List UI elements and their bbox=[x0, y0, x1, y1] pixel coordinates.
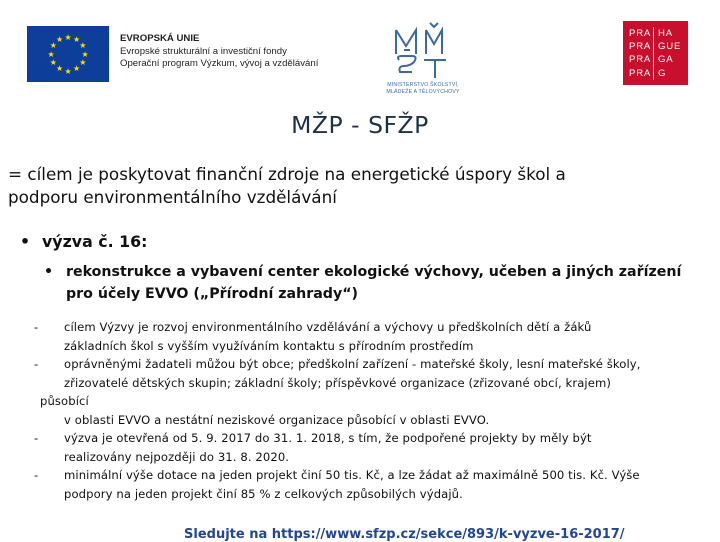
bullet-level1 bbox=[20, 232, 147, 251]
bullet-icon: • bbox=[44, 264, 54, 280]
detail-text: minimální výše dotace na jeden projekt činí 50 tis. Kč, a lze žádat až maximálně 500 tis. Kč. Výše bbox=[64, 468, 640, 482]
detail-text: realizovány nejpozději do 31. 8. 2020. bbox=[64, 449, 290, 464]
msmt-logo-caption bbox=[368, 82, 478, 95]
detail-line bbox=[34, 411, 714, 430]
praha-logo-cell: PRA bbox=[629, 67, 652, 79]
detail-line bbox=[34, 374, 714, 393]
detail-line bbox=[34, 448, 714, 467]
dash-bullet: - bbox=[34, 320, 39, 334]
eu-star-icon: ★ bbox=[81, 49, 89, 59]
detail-line bbox=[34, 337, 714, 356]
eu-star-icon: ★ bbox=[49, 41, 57, 50]
eu-star-icon: ★ bbox=[64, 66, 72, 76]
detail-text: zřizovatelé dětských skupin; základní školy; příspěvkové organizace (zřizované obcí, krajem) bbox=[64, 375, 611, 390]
eu-flag-logo bbox=[27, 26, 109, 82]
praha-logo bbox=[623, 21, 688, 85]
praha-logo-cell: GA bbox=[653, 53, 681, 66]
bullet-level1-text: výzva č. 16: bbox=[42, 232, 148, 251]
praha-logo-cell: PRA bbox=[629, 41, 652, 53]
eu-star-icon: ★ bbox=[73, 64, 81, 74]
praha-logo-cell: GUE bbox=[653, 40, 681, 53]
intro-line1: = cílem je poskytovat finanční zdroje na energetické úspory škol a bbox=[8, 164, 566, 184]
detail-text: podpory na jeden projekt činí 85 % z celkových způsobilých výdajů. bbox=[64, 486, 463, 501]
detail-line bbox=[34, 485, 714, 504]
detail-text: v oblasti EVVO a nestátní neziskové organizace působící v oblasti EVVO. bbox=[64, 412, 490, 427]
bullet-level2 bbox=[44, 261, 714, 305]
intro-text bbox=[8, 163, 720, 209]
detail-text: základních škol s vyšším využíváním kontaktu s přírodním prostředím bbox=[64, 338, 474, 353]
detail-line bbox=[34, 318, 714, 337]
eu-star-icon: ★ bbox=[73, 34, 81, 44]
detail-line bbox=[34, 466, 714, 485]
eu-logo-line2: Evropské strukturální a investiční fondy bbox=[120, 45, 287, 57]
eu-star-icon: ★ bbox=[79, 41, 87, 50]
msmt-caption-line1: MINISTERSTVO ŠKOLSTVÍ, bbox=[387, 82, 459, 88]
eu-star-icon: ★ bbox=[64, 32, 72, 42]
praha-logo-cell: PRA bbox=[629, 54, 652, 66]
bullet-level2-text: rekonstrukce a vybavení center ekologické výchovy, učeben a jiných zařízení pro účely EVVO („Přírodní zahrady“) bbox=[66, 264, 682, 302]
logo-bar bbox=[0, 0, 720, 110]
praha-logo-cell: G bbox=[653, 67, 681, 80]
footer-link[interactable]: Sledujte na https://www.sfzp.cz/sekce/893/k-vyzve-16-2017/ bbox=[184, 527, 625, 542]
msmt-logo bbox=[368, 22, 478, 102]
dash-bullet: - bbox=[34, 357, 39, 371]
detail-line bbox=[34, 429, 714, 448]
praha-logo-cell: PRA bbox=[629, 28, 652, 39]
detail-text: cílem Výzvy je rozvoj environmentálního vzdělávání a výchovy u předškolních dětí a žáků bbox=[64, 320, 592, 334]
eu-star-icon: ★ bbox=[56, 64, 64, 74]
detail-line bbox=[34, 392, 714, 411]
praha-logo-grid bbox=[629, 27, 681, 80]
detail-line bbox=[34, 355, 714, 374]
eu-star-icon: ★ bbox=[56, 34, 64, 44]
eu-star-icon: ★ bbox=[47, 49, 55, 59]
dash-bullet: - bbox=[34, 431, 39, 445]
eu-star-icon: ★ bbox=[49, 58, 57, 67]
eu-logo-line3: Operační program Výzkum, vývoj a vzdělávání bbox=[120, 58, 319, 69]
dash-bullet: - bbox=[34, 468, 39, 482]
detail-text: výzva je otevřená od 5. 9. 2017 do 31. 1. 2018, s tím, že podpořené projekty by měly být bbox=[64, 431, 592, 445]
praha-logo-cell: HA bbox=[653, 27, 681, 40]
msmt-caption-line2: MLÁDEŽE A TĚLOVÝCHOVY bbox=[386, 88, 460, 95]
msmt-emblem-icon bbox=[368, 22, 478, 82]
page-title: MŽP - SFŽP bbox=[291, 111, 429, 139]
eu-logo-text bbox=[120, 33, 318, 71]
details-list bbox=[34, 318, 714, 503]
detail-text: oprávněnými žadateli můžou být obce; předškolní zařízení - mateřské školy, lesní mateřské školy, bbox=[64, 357, 641, 371]
eu-logo-line1: EVROPSKÁ UNIE bbox=[120, 33, 200, 44]
eu-star-icon: ★ bbox=[79, 58, 87, 67]
intro-line2: podporu environmentálního vzdělávání bbox=[8, 187, 337, 207]
detail-text: působící bbox=[40, 394, 89, 408]
bullet-icon: • bbox=[20, 232, 31, 251]
